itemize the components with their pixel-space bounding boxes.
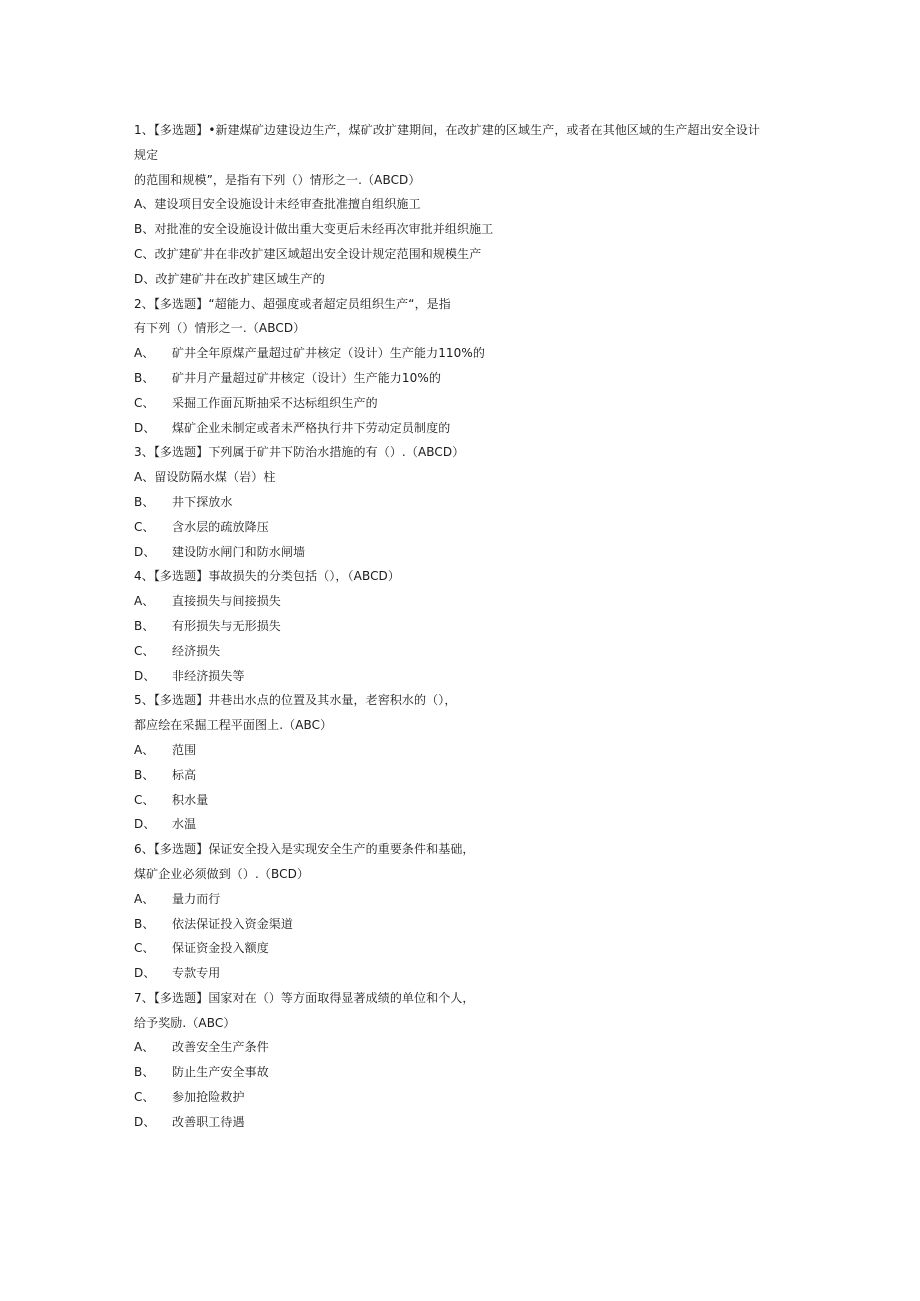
option-text: 井下探放水	[172, 494, 233, 509]
option-b	[134, 366, 794, 391]
question-stem: 2、【多选题】“超能力、超强度或者超定员组织生产“，是指	[134, 296, 451, 311]
option-d	[134, 812, 794, 837]
option-letter: A、	[134, 594, 155, 609]
option-letter: B、	[134, 494, 155, 509]
option-text: 煤矿企业未制定或者未严格执行井下劳动定员制度的	[172, 420, 451, 435]
option-letter: B、	[134, 767, 155, 782]
option-c	[134, 242, 794, 267]
question-6	[134, 837, 794, 986]
question-stem: 7、【多选题】国家对在（）等方面取得显著成绩的单位和个人，	[134, 990, 475, 1005]
option-text: 积水量	[172, 792, 209, 807]
option-text: 改善安全生产条件	[172, 1040, 269, 1055]
option-b	[134, 217, 794, 242]
option-text: 有形损失与无形损失	[172, 618, 281, 633]
option-letter: B、	[134, 618, 155, 633]
question-7	[134, 986, 794, 1135]
option-letter: B、	[134, 222, 155, 237]
option-text: 改扩建矿井在非改扩建区域超出安全设计规定范围和规模生产	[154, 246, 482, 261]
option-letter: D、	[134, 420, 156, 435]
option-text: 范围	[172, 742, 197, 757]
option-letter: A、	[134, 197, 155, 212]
option-d	[134, 1110, 794, 1135]
option-b	[134, 614, 794, 639]
question-stem: 煤矿企业必须做到（）.（BCD）	[134, 866, 310, 881]
option-text: 直接损失与间接损失	[172, 594, 281, 609]
option-text: 改扩建矿井在改扩建区域生产的	[155, 271, 325, 286]
question-stem: 1、【多选题】•新建煤矿边建设边生产，煤矿改扩建期间，在改扩建的区域生产，或者在其他区域的生产超出安全设计	[134, 123, 761, 137]
question-stem: 6、【多选题】保证安全投入是实现安全生产的重要条件和基础，	[134, 842, 475, 857]
question-2	[134, 292, 794, 441]
option-letter: A、	[134, 470, 155, 485]
option-c	[134, 1085, 794, 1110]
option-text: 含水层的疏放降压	[172, 519, 269, 534]
option-b	[134, 1060, 794, 1085]
option-text: 标高	[172, 767, 197, 782]
option-text: 采掘工作面瓦斯抽采不达标组织生产的	[172, 395, 378, 410]
option-text: 水温	[172, 817, 197, 832]
option-c	[134, 391, 794, 416]
option-letter: D、	[134, 1114, 156, 1129]
option-text: 留设防隔水煤（岩）柱	[154, 470, 276, 485]
option-text: 矿井月产量超过矿井核定（设计）生产能力10%的	[172, 370, 441, 385]
option-letter: A、	[134, 1040, 155, 1055]
option-a	[134, 1035, 794, 1060]
option-text: 改善职工待遇	[172, 1114, 245, 1129]
question-5	[134, 688, 794, 837]
option-a	[134, 589, 794, 614]
option-letter: D、	[134, 668, 156, 683]
option-c	[134, 936, 794, 961]
option-letter: D、	[134, 817, 156, 832]
option-letter: B、	[134, 370, 155, 385]
option-d	[134, 961, 794, 986]
option-letter: B、	[134, 1065, 155, 1080]
option-b	[134, 763, 794, 788]
question-4	[134, 564, 794, 688]
question-stem: 的范围和规模”，是指有下列（）情形之一.（ABCD）	[134, 172, 421, 187]
option-letter: D、	[134, 271, 156, 286]
option-text: 量力而行	[172, 891, 221, 906]
option-c	[134, 515, 794, 540]
option-letter: C、	[134, 643, 155, 658]
question-stem: 给予奖励.（ABC）	[134, 1015, 236, 1030]
option-letter: C、	[134, 1090, 155, 1105]
option-letter: A、	[134, 891, 155, 906]
option-text: 经济损失	[172, 643, 221, 658]
option-text: 保证资金投入额度	[172, 941, 269, 956]
option-letter: C、	[134, 792, 155, 807]
option-text: 防止生产安全事故	[172, 1065, 269, 1080]
question-stem: 3、【多选题】下列属于矿井下防治水措施的有（）.（ABCD）	[134, 445, 465, 460]
option-letter: C、	[134, 246, 155, 261]
option-letter: A、	[134, 742, 155, 757]
option-letter: C、	[134, 941, 155, 956]
question-3	[134, 440, 794, 564]
option-text: 建设项目安全设施设计未经审查批准擅自组织施工	[154, 197, 421, 212]
question-stem: 5、【多选题】井巷出水点的位置及其水量，老窖积水的（），	[134, 693, 457, 708]
option-d	[134, 540, 794, 565]
question-1	[134, 118, 794, 292]
question-stem: 规定	[134, 147, 159, 162]
option-c	[134, 639, 794, 664]
option-letter: D、	[134, 966, 156, 981]
option-a	[134, 465, 794, 490]
option-text: 建设防水闸门和防水闸墙	[172, 544, 306, 559]
option-text: 矿井全年原煤产量超过矿井核定（设计）生产能力110%的	[172, 346, 486, 361]
question-stem: 有下列（）情形之一.（ABCD）	[134, 321, 306, 336]
option-d	[134, 664, 794, 689]
option-c	[134, 788, 794, 813]
option-text: 参加抢险救护	[172, 1090, 245, 1105]
option-text: 专款专用	[172, 966, 221, 981]
option-a	[134, 887, 794, 912]
option-letter: A、	[134, 346, 155, 361]
option-letter: C、	[134, 395, 155, 410]
question-stem: 4、【多选题】事故损失的分类包括（），（ABCD）	[134, 569, 400, 584]
option-d	[134, 416, 794, 441]
option-a	[134, 192, 794, 217]
option-text: 依法保证投入资金渠道	[172, 916, 294, 931]
option-text: 对批准的安全设施设计做出重大变更后未经再次审批并组织施工	[154, 222, 494, 237]
option-a	[134, 341, 794, 366]
option-a	[134, 738, 794, 763]
question-list	[134, 118, 794, 1135]
option-letter: C、	[134, 519, 155, 534]
option-d	[134, 267, 794, 292]
option-b	[134, 912, 794, 937]
option-letter: D、	[134, 544, 156, 559]
option-text: 非经济损失等	[172, 668, 245, 683]
option-b	[134, 490, 794, 515]
option-letter: B、	[134, 916, 155, 931]
question-stem: 都应绘在采掘工程平面图上.（ABC）	[134, 718, 333, 733]
